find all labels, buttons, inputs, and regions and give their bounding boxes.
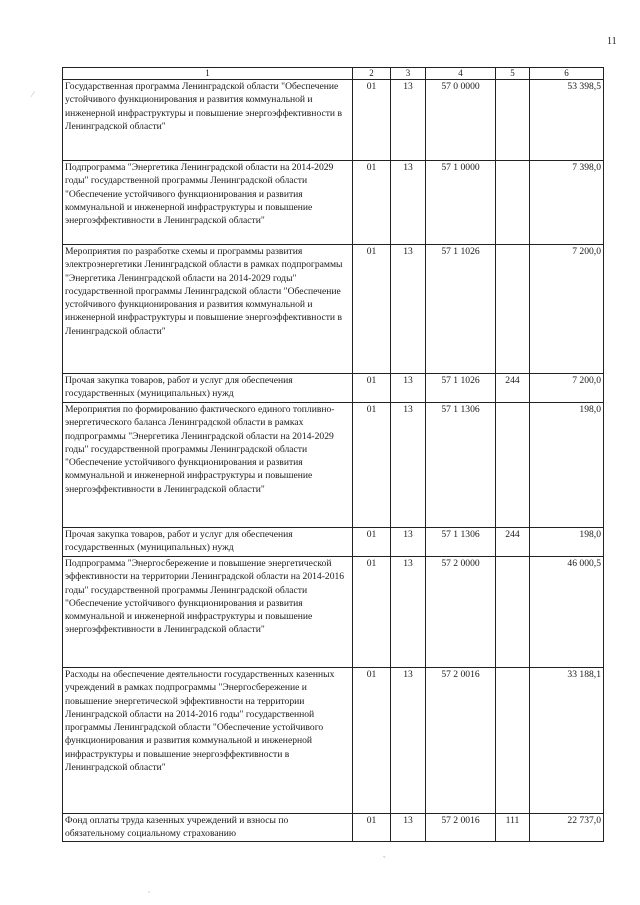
row-expense-type: [496, 80, 530, 161]
row-target-code: 57 2 0016: [426, 814, 496, 842]
row-name: Прочая закупка товаров, работ и услуг для обеспечения государственных (муниципальных) нужд: [63, 528, 353, 557]
row-amount: 22 737,0: [530, 814, 604, 842]
row-target-code: 57 2 0000: [426, 557, 496, 668]
page-number: 11: [607, 36, 617, 47]
table-row: [63, 80, 604, 161]
row-amount: 198,0: [530, 403, 604, 528]
column-header-6: 6: [530, 68, 604, 80]
row-subsection: 13: [391, 814, 426, 842]
table-row: [63, 374, 604, 403]
row-name: Прочая закупка товаров, работ и услуг для обеспечения государственных (муниципальных) нужд: [63, 374, 353, 403]
row-section: 01: [353, 161, 391, 245]
row-name: Мероприятия по формированию фактического единого топливно-энергетического баланса Ленинградской области в рамках подпрограммы "Энергетика Ленинградской области на 2014-2029 годы" государственной программы Ленинградской области "Обеспечение устойчивого функционирования и развития коммунальной и инженерной инфраструктуры и повышение энергоэффективности в Ленинградской области": [63, 403, 353, 528]
budget-table: [62, 67, 604, 842]
column-header-5: 5: [496, 68, 530, 80]
row-name: Фонд оплаты труда казенных учреждений и взносы по обязательному социальному страхованию: [63, 814, 353, 842]
column-header-2: 2: [353, 68, 391, 80]
row-name: Подпрограмма "Энергетика Ленинградской области на 2014-2029 годы" государственной программы Ленинградской области "Обеспечение устойчивого функционирования и развития коммунальной и инженерной инфраструктуры и повышение энергоэффективности в Ленинградской области": [63, 161, 353, 245]
row-amount: 7 200,0: [530, 245, 604, 374]
row-target-code: 57 1 1306: [426, 403, 496, 528]
row-target-code: 57 1 1026: [426, 374, 496, 403]
row-target-code: 57 0 0000: [426, 80, 496, 161]
row-expense-type: 244: [496, 374, 530, 403]
row-amount: 53 398,5: [530, 80, 604, 161]
table-header-row: [63, 68, 604, 80]
row-target-code: 57 1 1026: [426, 245, 496, 374]
row-section: 01: [353, 814, 391, 842]
row-subsection: 13: [391, 557, 426, 668]
row-target-code: 57 2 0016: [426, 668, 496, 814]
column-header-1: 1: [63, 68, 353, 80]
row-subsection: 13: [391, 374, 426, 403]
table-row: [63, 403, 604, 528]
row-section: 01: [353, 403, 391, 528]
table-row: [63, 245, 604, 374]
table-row: [63, 161, 604, 245]
row-subsection: 13: [391, 161, 426, 245]
row-name: Расходы на обеспечение деятельности государственных казенных учреждений в рамках подпрограммы "Энергосбережение и повышение энергетической эффективности на территории Ленинградской области на 2014-2016 годы" государственной программы Ленинградской области "Обеспечение устойчивого функционирования и развития коммунальной и инженерной инфраструктуры и повышение энергоэффективности в Ленинградской области": [63, 668, 353, 814]
row-subsection: 13: [391, 245, 426, 374]
row-target-code: 57 1 1306: [426, 528, 496, 557]
scan-mark: ⁄: [32, 90, 34, 99]
row-expense-type: 111: [496, 814, 530, 842]
row-subsection: 13: [391, 403, 426, 528]
table-row: [63, 668, 604, 814]
row-section: 01: [353, 668, 391, 814]
row-section: 01: [353, 80, 391, 161]
row-subsection: 13: [391, 80, 426, 161]
row-name: Мероприятия по разработке схемы и программы развития электроэнергетики Ленинградской области в рамках подпрограммы "Энергетика Ленинградской области на 2014-2029 годы" государственной программы Ленинградской области "Обеспечение устойчивого функционирования и развития коммунальной и инженерной инфраструктуры и повышение энергоэффективности в Ленинградской области": [63, 245, 353, 374]
scan-mark: ⸱: [148, 888, 151, 897]
row-amount: 46 000,5: [530, 557, 604, 668]
row-subsection: 13: [391, 668, 426, 814]
row-target-code: 57 1 0000: [426, 161, 496, 245]
row-expense-type: 244: [496, 528, 530, 557]
row-expense-type: [496, 161, 530, 245]
row-section: 01: [353, 245, 391, 374]
table-row: [63, 528, 604, 557]
row-amount: 7 398,0: [530, 161, 604, 245]
row-expense-type: [496, 557, 530, 668]
column-header-4: 4: [426, 68, 496, 80]
row-name: Подпрограмма "Энергосбережение и повышение энергетической эффективности на территории Ленинградской области на 2014-2016 годы" государственной программы Ленинградской области "Обеспечение устойчивого функционирования и развития коммунальной и инженерной инфраструктуры и повышение энергоэффективности в Ленинградской области": [63, 557, 353, 668]
row-name: Государственная программа Ленинградской области "Обеспечение устойчивого функционирования и развития коммунальной и инженерной инфраструктуры и повышение энергоэффективности в Ленинградской области": [63, 80, 353, 161]
scan-mark: ˇ: [383, 855, 386, 864]
row-expense-type: [496, 403, 530, 528]
row-subsection: 13: [391, 528, 426, 557]
row-section: 01: [353, 528, 391, 557]
row-amount: 198,0: [530, 528, 604, 557]
row-expense-type: [496, 245, 530, 374]
row-expense-type: [496, 668, 530, 814]
table-row: [63, 814, 604, 842]
table-row: [63, 557, 604, 668]
row-amount: 7 200,0: [530, 374, 604, 403]
column-header-3: 3: [391, 68, 426, 80]
row-section: 01: [353, 374, 391, 403]
row-amount: 33 188,1: [530, 668, 604, 814]
row-section: 01: [353, 557, 391, 668]
